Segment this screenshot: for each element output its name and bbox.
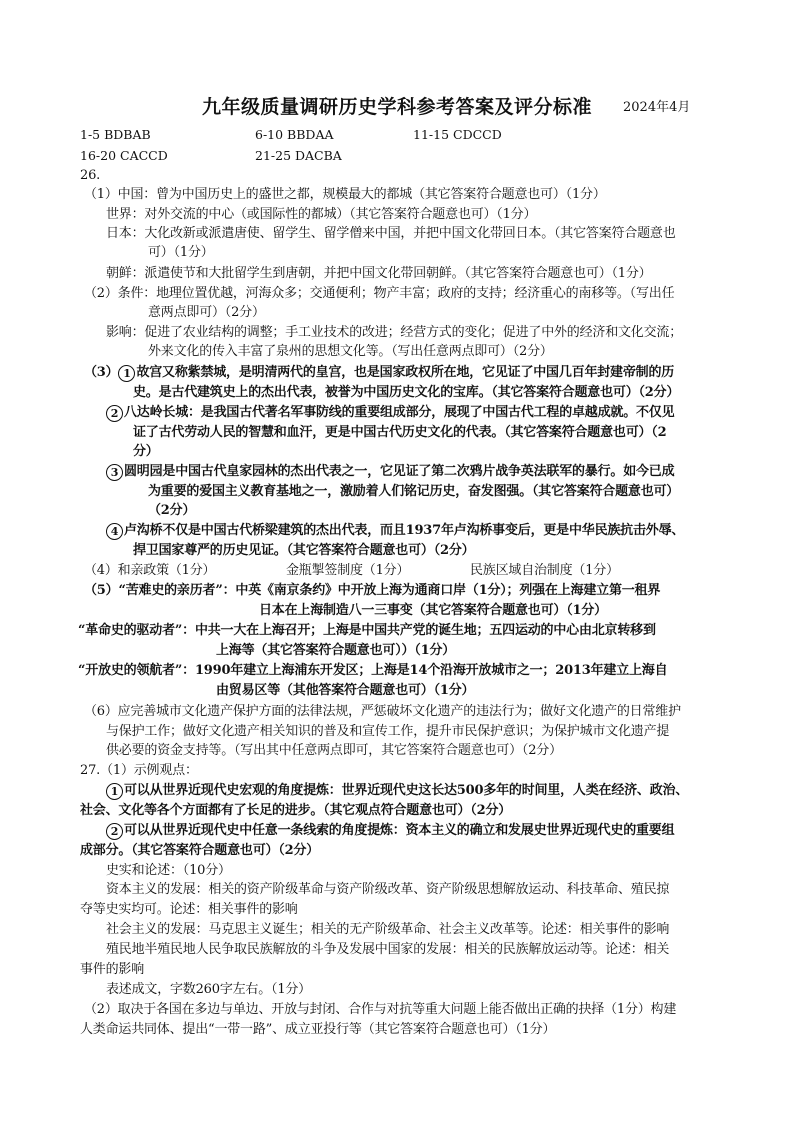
q26-line: （5）“苦难史的亲历者”：中英《南京条约》中开放上海为通商口岸（1分）；列强在上海建立第一租界 (84, 583, 661, 598)
q26-line: 影响：促进了农业结构的调整；手工业技术的改进；经营方式的变化；促进了中外的经济和文化交流； (106, 325, 683, 340)
q26-line: 外来文化的传入丰富了泉州的思想文化等。（写出任意两点即可）（2分） (148, 344, 553, 359)
circled-number-2: 2 (106, 405, 123, 422)
circled-number-2: 2 (106, 823, 123, 840)
circled-number-3: 3 (106, 464, 123, 481)
q26-line-text: 故宫又称紫禁城，是明清两代的皇宫，也是国家政权所在地，它见证了中国几百年封建帝制的历 (136, 365, 675, 380)
page-title: 九年级质量调研历史学科参考答案及评分标准 (201, 96, 592, 118)
q27-line: 史实和论述：（10分） (106, 863, 231, 878)
q26-line: 意两点即可）（2分） (148, 305, 265, 320)
choice-answers-21-25: 21-25 DACBA (255, 148, 342, 163)
q26-line: 史。是古代建筑史上的杰出代表，被誉为中国历史文化的宝库。（其它答案符合题意也可）（2分） (133, 385, 680, 400)
q26-line: 供必要的资金支持等。（写出其中任意两点即可，其它答案符合题意也可）（2分） (106, 743, 562, 758)
q26-line (106, 462, 674, 481)
q27-line: 成部分。（其它答案符合题意也可）（2分） (80, 843, 320, 858)
q26-line: 金瓶掣签制度（1分） (286, 563, 410, 578)
q26-line: 民族区域自治制度（1分） (470, 563, 619, 578)
q26-line-text: 八达岭长城：是我国古代著名军事防线的重要组成部分，展现了中国古代工程的卓越成就。不仅见 (124, 405, 675, 420)
q26-line: （4）和亲政策（1分） (84, 563, 216, 578)
q27-line: 社会、文化等各个方面都有了长足的进步。（其它观点符合题意也可）（2分） (80, 803, 512, 818)
q26-line: （2）条件：地理位置优越，河海众多；交通便利；物产丰富；政府的支持；经济重心的南移等。（写出任 (84, 286, 675, 301)
q26-line (84, 363, 674, 382)
q27-line: 殖民地半殖民地人民争取民族解放的斗争及发展中国家的发展：相关的民族解放运动等。论述：相关 (106, 942, 670, 957)
q27-line: 社会主义的发展：马克思主义诞生；相关的无产阶级革命、社会主义改革等。论述：相关事件的影响 (106, 922, 670, 937)
circled-number-1: 1 (118, 365, 135, 382)
q26-line: 捍卫国家尊严的历史见证。（其它答案符合题意也可）（2分） (133, 543, 475, 558)
q26-line: 上海等（其它答案符合题意也可））（1分） (216, 643, 456, 658)
q26-line: 朝鲜：派遣使节和大批留学生到唐朝，并把中国文化带回朝鲜。（其它答案符合题意也可）（1分） (106, 266, 652, 281)
q26-line: 证了古代劳动人民的智慧和血汗，更是中国古代历史文化的代表。（其它答案符合题意也可）（2 (133, 425, 667, 440)
choice-answers-1-5: 1-5 BDBAB (80, 127, 151, 142)
date-label: 2024年4月 (623, 100, 691, 115)
choice-answers-16-20: 16-20 CACCD (80, 148, 168, 163)
q27-line: 夺等史实均可。论述：相关事件的影响 (80, 902, 298, 917)
circled-number-1: 1 (106, 783, 123, 800)
q26-line: 分） (133, 444, 159, 459)
q26-line: “开放史的领航者”：1990年建立上海浦东开发区；上海是14个沿海开放城市之一；2013年建立上海自 (78, 663, 668, 678)
q26-line: （6）应完善城市文化遗产保护方面的法律法规，严惩破坏文化遗产的违法行为；做好文化遗产的日常维护 (84, 704, 681, 719)
q26-line: 可）（1分） (148, 245, 214, 260)
choice-answers-11-15: 11-15 CDCCD (413, 127, 502, 142)
choice-answers-6-10: 6-10 BBDAA (255, 127, 334, 142)
q26-line: （1）中国：曾为中国历史上的盛世之都，规模最大的都城（其它答案符合题意也可）（1分） (84, 187, 606, 202)
q26-line: 日本在上海制造八一三事变（其它答案符合题意也可）（1分） (259, 603, 607, 618)
q26-line: 日本：大化改新或派遣唐使、留学生、留学僧来中国，并把中国文化带回日本。（其它答案符合题意也 (106, 226, 676, 241)
q27-line: 资本主义的发展：相关的资产阶级革命与资产阶级改革、资产阶级思想解放运动、科技革命、殖民掠 (106, 882, 670, 897)
q26-line-text: 圆明园是中国古代皇家园林的杰出代表之一，它见证了第二次鸦片战争英法联军的暴行。如今已成 (124, 464, 675, 479)
q26-line: 为重要的爱国主义教育基地之一，激励着人们铭记历史，奋发图强。（其它答案符合题意也可） (148, 484, 680, 499)
q27-line (106, 821, 674, 840)
q27-line: 27.（1）示例观点： (80, 763, 198, 778)
q27-line: 事件的影响 (80, 962, 145, 977)
q26-line: 由贸易区等（其他答案符合题意也可）（1分） (216, 683, 475, 698)
circled-number-4: 4 (106, 523, 123, 540)
q27-line: 表述成文，字数260字左右。（1分） (106, 982, 311, 997)
q26-line (106, 403, 674, 422)
q27-line-text: 可以从世界近现代史宏观的角度提炼：世界近现代史这长达500多年的时间里，人类在经济、政治、 (124, 783, 689, 798)
q26-line-text: 卢沟桥不仅是中国古代桥梁建筑的杰出代表，而且1937年卢沟桥事变后，更是中华民族抗击外辱、 (124, 523, 685, 538)
q26-part3-prefix: （3） (84, 365, 119, 380)
q26-line: 世界：对外交流的中心（或国际性的都城）（其它答案符合题意也可）（1分） (106, 207, 537, 222)
q27-line: 人类命运共同体、提出“一带一路”、成立亚投行等（其它答案符合题意也可）（1分） (80, 1022, 556, 1037)
q27-line (106, 781, 688, 800)
q26-line: （2分） (148, 503, 196, 518)
q27-line: （2）取决于各国在多边与单边、开放与封闭、合作与对抗等重大问题上能否做出正确的抉择（1分）构建 (84, 1002, 677, 1017)
q27-line-text: 可以从世界近现代史中任意一条线索的角度提炼：资本主义的确立和发展史世界近现代史的重要组 (124, 823, 675, 838)
q26-line (106, 521, 684, 540)
q26-line: 与保护工作；做好文化遗产相关知识的普及和宣传工作，提升市民保护意识；为保护城市文化遗产提 (106, 724, 670, 739)
question-26-number: 26. (80, 168, 101, 183)
q26-line: “革命史的驱动者”：中共一大在上海召开；上海是中国共产党的诞生地；五四运动的中心由北京转移到 (78, 623, 656, 638)
